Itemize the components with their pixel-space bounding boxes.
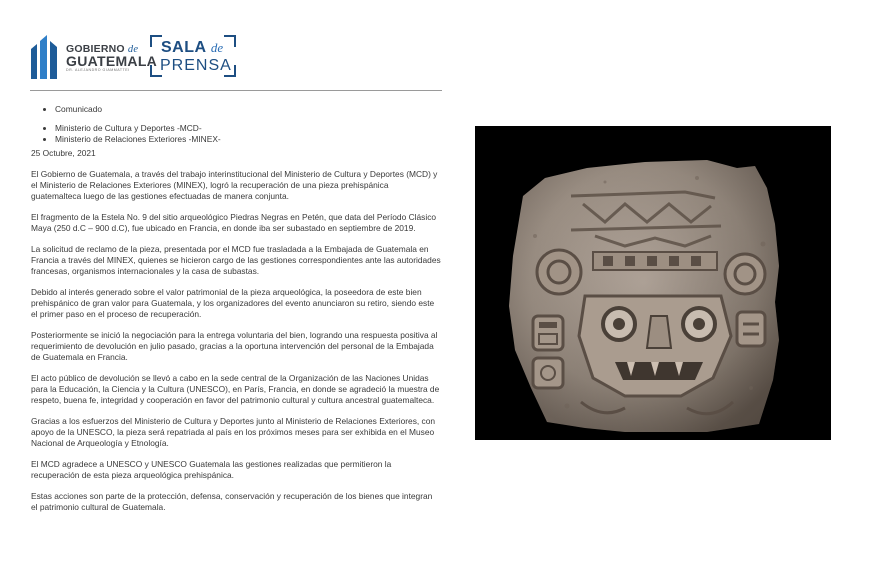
guatemala-word: GUATEMALA [66,53,158,69]
paragraph: El Gobierno de Guatemala, a través del trabajo interinstitucional del Ministerio de Cultura y Deportes (MCD) y el Ministerio de Relaciones Exteriores (MINEX), logró la recuperación de una pieza prehispánica guatemalteca luego de las gestiones efectuadas de manera conjunta. [31,169,438,201]
press-release-body [31,104,441,523]
category-list [31,104,441,115]
stela-fragment-image [475,126,831,440]
paragraph: El MCD agradece a UNESCO y UNESCO Guatemala las gestiones realizadas que permitieron la recuperación de esta pieza arqueológica prehispánica. [31,459,392,480]
sala-word: SALA [161,39,206,56]
stela-fragment-photo [475,126,831,440]
gobierno-de-word: de [127,44,139,55]
header-divider [30,90,442,91]
institution-item: • Ministerio de Cultura y Deportes -MCD- [55,123,441,134]
page-header [30,33,442,93]
paragraph: Posteriormente se inició la negociación para la entrega voluntaria del bien, logrando una respuesta positiva al requerimiento de devolución en julio pasado, gracias a la oportuna intervención del personal de la Embajada de Guatemala en Francia. [31,330,438,362]
logo-corner-decoration [224,35,236,47]
paragraph: Estas acciones son parte de la protección, defensa, conservación y recuperación de los bienes que integran el patrimonio cultural de Guatemala. [31,491,433,512]
sala-de-word: de [210,40,224,55]
sala-de-prensa-logo [150,35,236,77]
category-item: • Comunicado [55,104,441,115]
guatemala-flag-logo-icon [31,35,59,79]
institutions-list [31,123,441,145]
president-name: DR. ALEJANDRO GIAMMATTEI [66,68,130,72]
gobierno-word: GOBIERNO [66,43,125,55]
paragraph: La solicitud de reclamo de la pieza, presentada por el MCD fue trasladada a la Embajada de Guatemala en Francia a través del MINEX, quienes se hicieron cargo de las gestiones correspondientes ante las autoridades francesas, organismos internacionales y la casa de subastas. [31,244,441,276]
paragraph: El acto público de devolución se llevó a cabo en la sede central de la Organización de las Naciones Unidas para la Educación, la Ciencia y la Cultura (UNESCO), en París, Francia, en donde se agradeció la muestra de respeto, buena fe, integridad y cooperación en favor del patrimonio cultural y cultura ancestral guatemalteca. [31,373,440,405]
gobierno-logo-text [66,44,157,73]
publication-date: 25 Octubre, 2021 [31,148,96,158]
paragraph: Debido al interés generado sobre el valor patrimonial de la pieza arqueológica, la poseedora de este bien prehispánico de gran valor para Guatemala, y los organizadores del evento anunciaron su retiro, siendo este el primer paso en el proceso de recuperación. [31,287,435,319]
paragraph: El fragmento de la Estela No. 9 del sitio arqueológico Piedras Negras en Petén, que data del Período Clásico Maya (250 d.C – 900 d.C), fue ubicado en Francia, en donde iba ser subastado en septiembre de 2019. [31,212,437,233]
prensa-word: PRENSA [160,57,232,74]
paragraph: Gracias a los esfuerzos del Ministerio de Cultura y Deportes junto al Ministerio de Relaciones Exteriores, con apoyo de la UNESCO, la pieza será repatriada al país en los próximos meses para ser exhibida en el Museo Nacional de Arqueología y Etnología. [31,416,436,448]
institution-item: • Ministerio de Relaciones Exteriores -MINEX- [55,134,441,145]
